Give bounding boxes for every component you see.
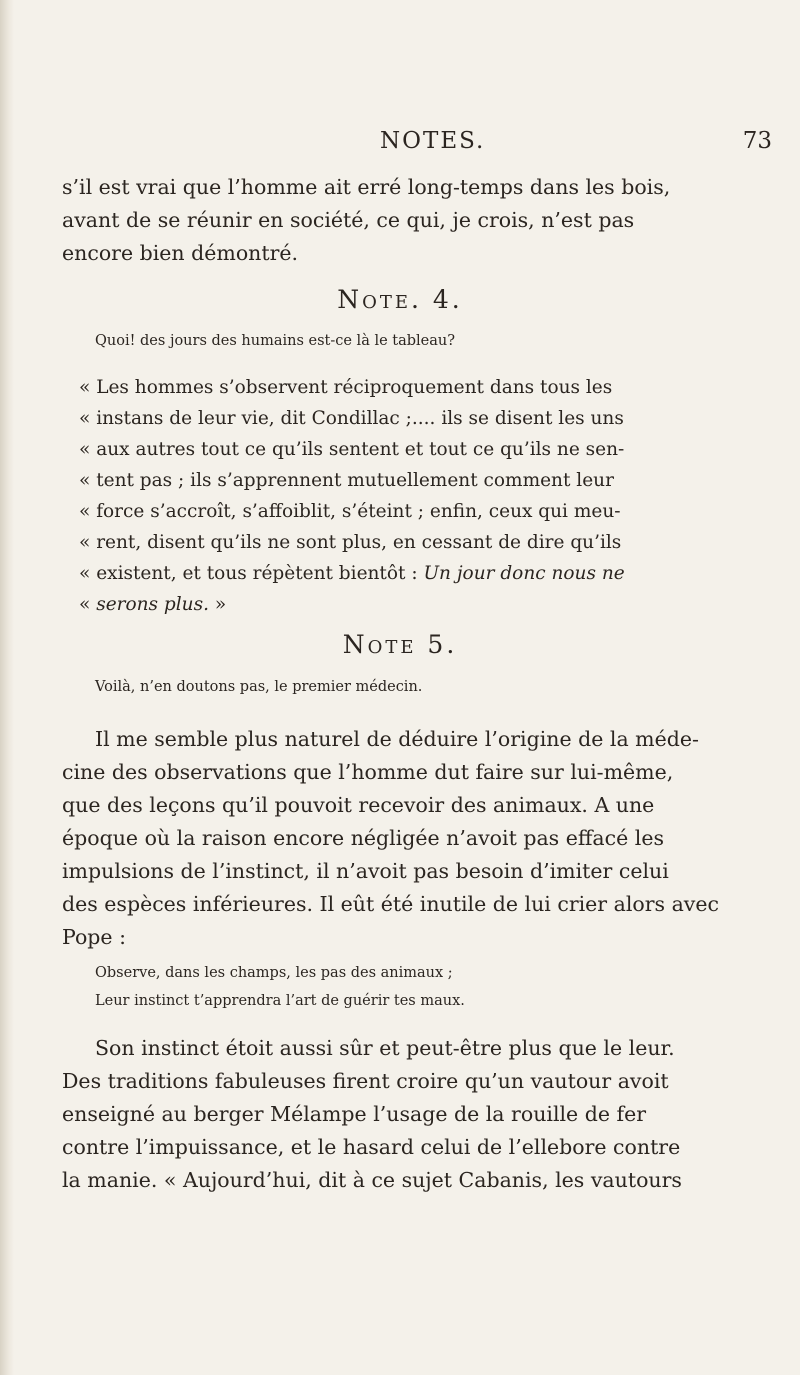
note-4-heading: Note. 4. — [337, 285, 463, 314]
quote-line: « rent, disent qu’ils ne sont plus, en cessant de dire qu’ils — [79, 532, 622, 553]
text-line: Des traditions fabuleuses firent croire qu’un vautour avoit — [62, 1069, 669, 1093]
text-line: encore bien démontré. — [62, 241, 299, 265]
text-line: impulsions de l’instinct, il n’avoit pas besoin d’imiter celui — [62, 859, 669, 883]
text-line: enseigné au berger Mélampe l’usage de la rouille de fer — [62, 1102, 646, 1126]
quote-line — [79, 594, 226, 615]
text-line: Il me semble plus naturel de déduire l’origine de la méde- — [95, 727, 699, 751]
text-line: que des leçons qu’il pouvoit recevoir des animaux. A une — [62, 793, 655, 817]
note-5-heading: Note 5. — [342, 630, 458, 659]
quote-text: « — [79, 594, 97, 615]
quote-line: « tent pas ; ils s’apprennent mutuellement comment leur — [79, 470, 614, 491]
verse-line: Leur instinct t’apprendra l’art de guérir tes maux. — [95, 993, 465, 1009]
quote-italic: serons plus. — [96, 594, 209, 615]
text-line: avant de se réunir en société, ce qui, je crois, n’est pas — [62, 208, 635, 232]
quote-line: « Les hommes s’observent réciproquement dans tous les — [79, 377, 613, 398]
text-line: des espèces inférieures. Il eût été inutile de lui crier alors avec — [62, 892, 720, 916]
quote-text: » — [208, 594, 227, 615]
verse-line: Observe, dans les champs, les pas des animaux ; — [95, 965, 453, 981]
page-number: 73 — [742, 128, 772, 154]
quote-line: « instans de leur vie, dit Condillac ;.... ils se disent les uns — [79, 408, 624, 429]
quote-italic: Un jour donc nous ne — [423, 563, 625, 584]
quote-text: « existent, et tous répètent bientôt : — [79, 563, 424, 584]
text-line: cine des observations que l’homme dut faire sur lui-même, — [62, 760, 674, 784]
text-line: contre l’impuissance, et le hasard celui de l’ellebore contre — [62, 1135, 681, 1159]
header-title: NOTES. — [380, 128, 486, 154]
text-line: s’il est vrai que l’homme ait erré long-temps dans les bois, — [62, 175, 671, 199]
text-line: la manie. « Aujourd’hui, dit à ce sujet Cabanis, les vautours — [62, 1168, 682, 1192]
note-5-epigraph: Voilà, n’en doutons pas, le premier médecin. — [95, 679, 423, 695]
text-line: époque où la raison encore négligée n’avoit pas effacé les — [62, 826, 664, 850]
quote-line: « aux autres tout ce qu’ils sentent et tout ce qu’ils ne sen- — [79, 439, 625, 460]
note-4-epigraph: Quoi! des jours des humains est-ce là le tableau? — [95, 333, 456, 349]
text-line: Pope : — [62, 925, 126, 949]
text-line: Son instinct étoit aussi sûr et peut-être plus que le leur. — [95, 1036, 675, 1060]
quote-line — [79, 563, 625, 584]
quote-line: « force s’accroît, s’affoiblit, s’éteint ; enfin, ceux qui meu- — [79, 501, 621, 522]
